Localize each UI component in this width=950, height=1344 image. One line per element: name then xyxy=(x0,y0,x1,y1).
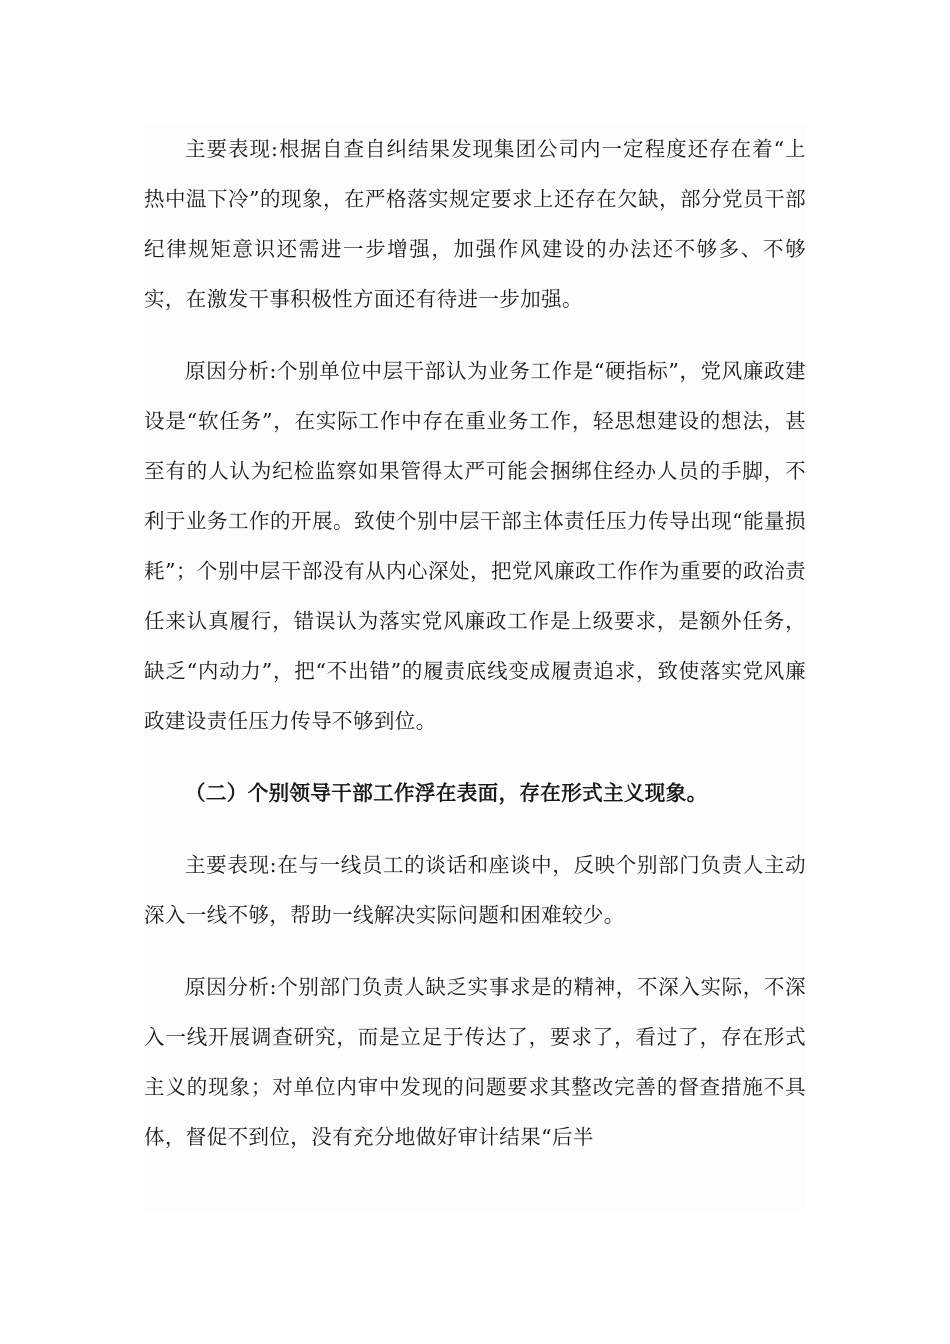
paragraph-main-performance-1: 主要表现:根据自查自纠结果发现集团公司内一定程度还存在着“上热中温下冷”的现象，在严格落实规定要求上还存在欠缺，部分党员干部纪律规矩意识还需进一步增强，加强作风建设的办法还不够多、不够实，在激发干事积极性方面还有待进一步加强。 xyxy=(144,137,806,311)
paragraph-gap xyxy=(144,940,806,962)
paragraph-gap xyxy=(144,746,806,768)
paragraph-cause-analysis-2: 原因分析:个别部门负责人缺乏实事求是的精神，不深入实际，不深入一线开展调查研究，而是立足于传达了，要求了，看过了，存在形式主义的现象；对单位内审中发现的问题要求其整改完善的督查措施不具体，督促不到位，没有充分地做好审计结果“后半 xyxy=(144,975,806,1149)
paragraph-cause-analysis-1: 原因分析:个别单位中层干部认为业务工作是“硬指标”，党风廉政建设是“软任务”，在实际工作中存在重业务工作，轻思想建设的想法，甚至有的人认为纪检监察如果管得太严可能会捆绑住经办人员的手脚，不利于业务工作的开展。致使个别中层干部主体责任压力传导出现“能量损耗”；个别中层干部没有从内心深处，把党风廉政工作作为重要的政治责任来认真履行，错误认为落实党风廉政工作是上级要求，是额外任务，缺乏“内动力”，把“不出错”的履责底线变成履责追求，致使落实党风廉政建设责任压力传导不够到位。 xyxy=(144,359,806,733)
paragraph-gap xyxy=(144,324,806,346)
document-body xyxy=(144,124,806,1210)
paragraph-gap xyxy=(144,818,806,840)
section-heading-2: （二）个别领导干部工作浮在表面，存在形式主义现象。 xyxy=(185,781,708,805)
paragraph-main-performance-2: 主要表现:在与一线员工的谈话和座谈中，反映个别部门负责人主动深入一线不够，帮助一线解决实际问题和困难较少。 xyxy=(144,853,806,927)
